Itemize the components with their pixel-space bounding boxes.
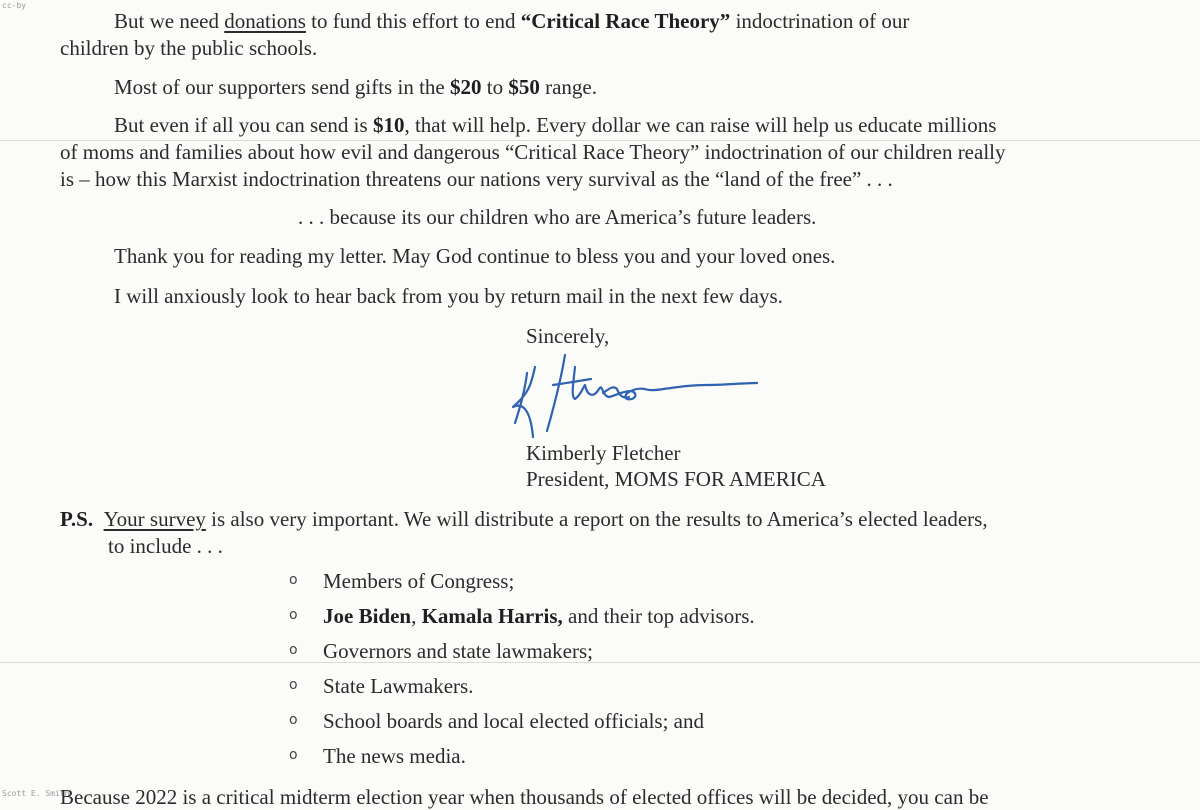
signer-name: Kimberly Fletcher <box>526 441 681 465</box>
scan-tag-top: cc-by <box>2 1 27 10</box>
list-item: The news media. <box>323 744 466 768</box>
paragraph-thank-you: Thank you for reading my letter. May God continue to bless you and your loved ones. <box>114 244 836 268</box>
list-item: Members of Congress; <box>323 569 515 593</box>
paragraph-ten-dollars-line3: is – how this Marxist indoctrination threatens our nations very survival as the “land of the free” . . . <box>60 167 893 191</box>
ps-line2: to include . . . <box>108 534 223 558</box>
survey-underlined: Your survey <box>103 507 206 531</box>
scan-tag-bottom: Scott E. Smith <box>2 789 70 798</box>
list-bullet-icon: o <box>289 747 298 763</box>
donations-underlined: donations <box>224 9 306 33</box>
paragraph-future-leaders: . . . because its our children who are America’s future leaders. <box>298 205 817 229</box>
closing-sincerely: Sincerely, <box>526 324 610 348</box>
paragraph-ten-dollars-line1: But even if all you can send is $10, that will help. Every dollar we can raise will help us educate millions <box>114 113 997 137</box>
paragraph-donations-line2: children by the public schools. <box>60 36 318 60</box>
ps-line1: P.S. Your survey is also very important. We will distribute a report on the results to America’s elected leaders, <box>60 507 988 531</box>
paragraph-return-mail: I will anxiously look to hear back from you by return mail in the next few days. <box>114 284 783 308</box>
paragraph-ten-dollars-line2: of moms and families about how evil and dangerous “Critical Race Theory” indoctrination of our children really <box>60 140 1006 164</box>
paragraph-donations-line1: But we need donations to fund this effort to end “Critical Race Theory” indoctrination of our <box>114 9 910 33</box>
ps-label: P.S. <box>60 507 94 531</box>
list-bullet-icon: o <box>289 712 298 728</box>
signature-image <box>505 345 765 445</box>
list-item: Governors and state lawmakers; <box>323 639 593 663</box>
crt-bold: “Critical Race Theory” <box>520 9 731 33</box>
list-item: State Lawmakers. <box>323 674 474 698</box>
list-bullet-icon: o <box>289 572 298 588</box>
paragraph-gift-range: Most of our supporters send gifts in the $20 to $50 range. <box>114 75 597 99</box>
list-bullet-icon: o <box>289 677 298 693</box>
list-item: Joe Biden, Kamala Harris, and their top advisors. <box>323 604 755 628</box>
scan-fold-line <box>0 662 1200 663</box>
list-bullet-icon: o <box>289 607 298 623</box>
signer-title: President, MOMS FOR AMERICA <box>526 467 826 491</box>
list-bullet-icon: o <box>289 642 298 658</box>
footer-cut-line: Because 2022 is a critical midterm election year when thousands of elected offices will be decided, you can be <box>60 785 989 809</box>
list-item: School boards and local elected officials; and <box>323 709 704 733</box>
